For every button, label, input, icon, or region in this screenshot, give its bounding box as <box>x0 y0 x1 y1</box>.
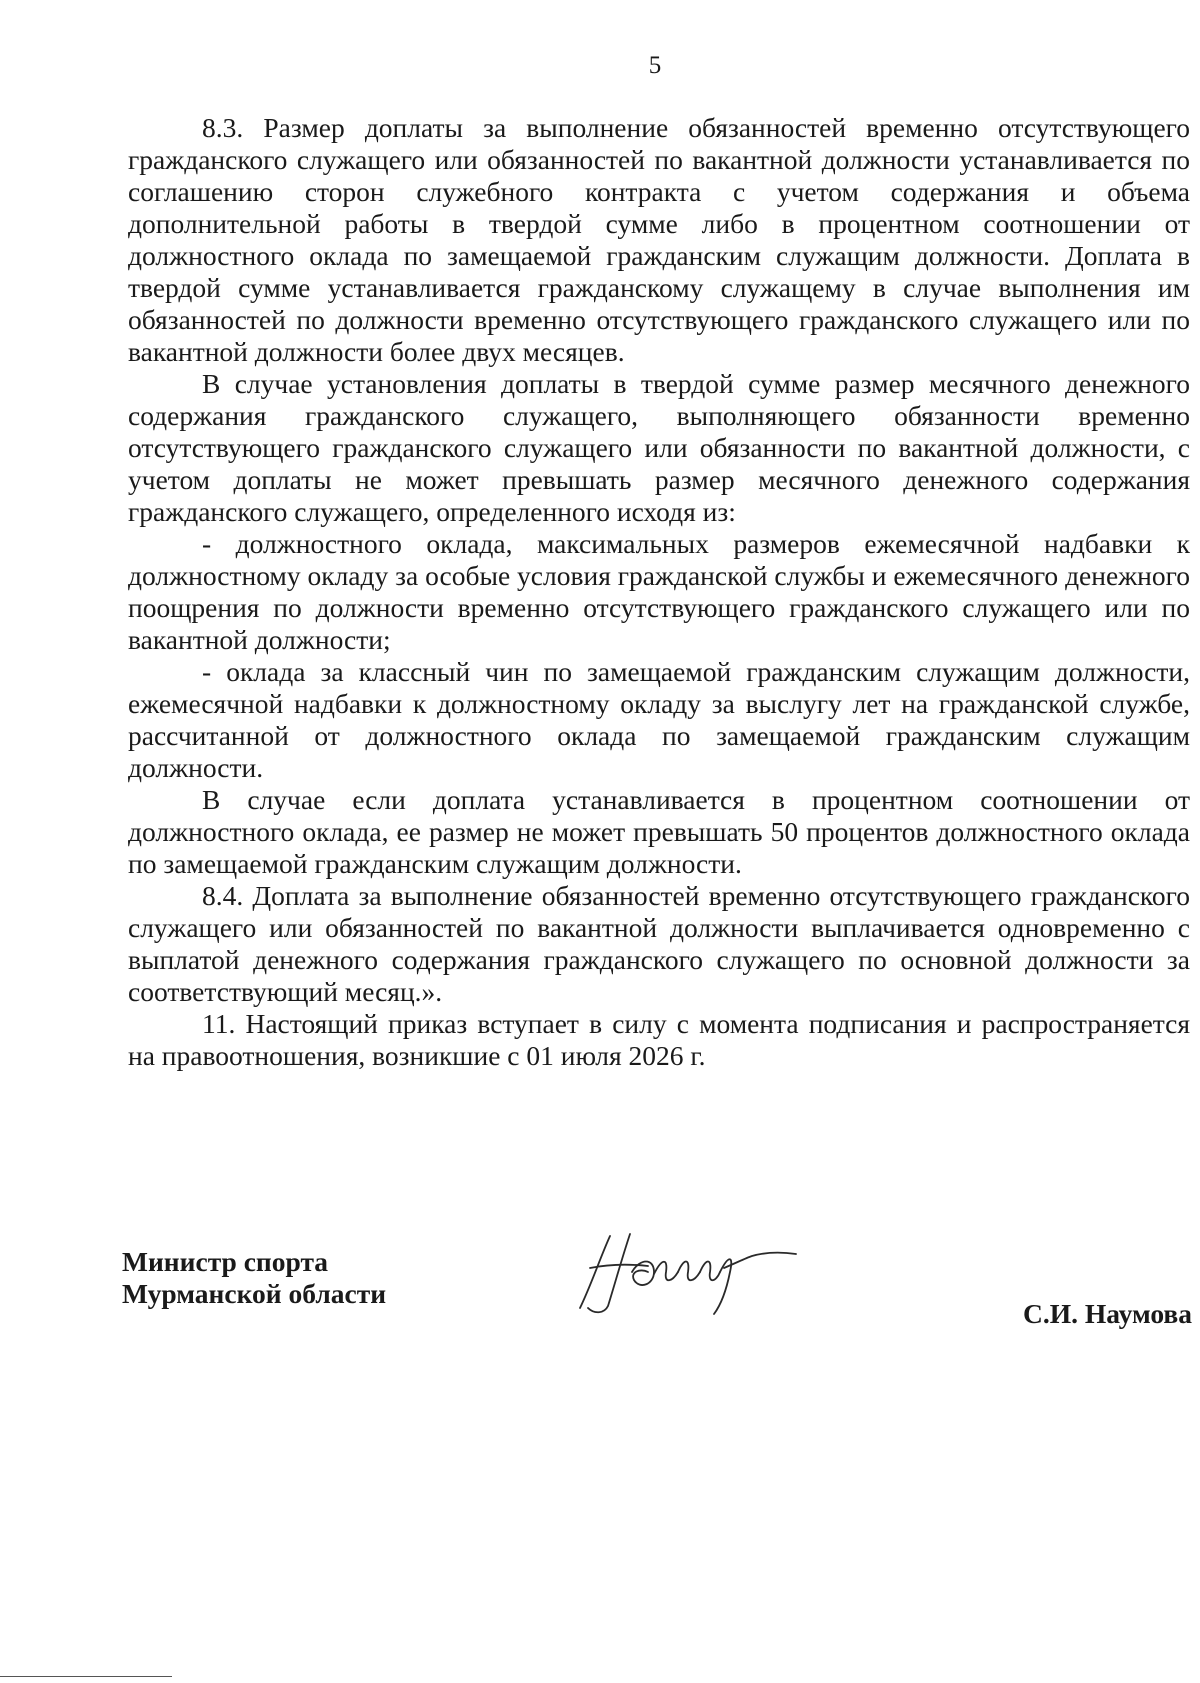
signatory-title <box>122 1246 386 1310</box>
paragraph-percent: В случае если доплата устанавливается в процентном соотношении от должностного оклада, ее размер не может превышать 50 процентов должностного оклада по замещаемой гражданским служащим должности. <box>128 784 1190 879</box>
signatory-title-line-1: Министр спорта <box>122 1246 329 1277</box>
paragraph-list-item-1: - должностного оклада, максимальных размеров ежемесячной надбавки к должностному окладу за особые условия гражданской службы и ежемесячного денежного поощрения по должности временно отсутствующего гражданского служащего или по вакантной должности; <box>128 528 1190 655</box>
document-body <box>128 112 1190 1072</box>
page-number: 5 <box>648 52 662 79</box>
signatory-title-line-2: Мурманской области <box>122 1278 387 1309</box>
paragraph-fixed-sum: В случае установления доплаты в твердой сумме размер месячного денежного содержания гражданского служащего, выполняющего обязанности временно отсутствующего гражданского служащего или обязанности по вакантной должности, с учетом доплаты не может превышать размер месячного денежного содержания гражданского служащего, определенного исходя из: <box>128 368 1190 527</box>
paragraph-list-item-2: - оклада за классный чин по замещаемой гражданским служащим должности, ежемесячной надбавки к должностному окладу за выслугу лет на гражданской службе, рассчитанной от должностного оклада по замещаемой гражданским служащим должности. <box>128 656 1190 783</box>
signatory-name: С.И. Наумова <box>1022 1298 1192 1329</box>
handwritten-signature <box>570 1228 800 1318</box>
scan-edge-line <box>0 1676 172 1677</box>
signature-block <box>122 1246 1192 1356</box>
paragraph-8-3: 8.3. Размер доплаты за выполнение обязанностей временно отсутствующего гражданского служащего или обязанностей по вакантной должности устанавливается по соглашению сторон служебного контракта с учетом содержания и объема дополнительной работы в твердой сумме либо в процентном соотношении от должностного оклада по замещаемой гражданским служащим должности. Доплата в твердой сумме устанавливается гражданскому служащему в случае выполнения им обязанностей по должности временно отсутствующего гражданского служащего или по вакантной должности более двух месяцев. <box>128 112 1190 367</box>
paragraph-11: 11. Настоящий приказ вступает в силу с момента подписания и распространяется на правоотношения, возникшие с 01 июля 2026 г. <box>128 1008 1190 1071</box>
paragraph-8-4: 8.4. Доплата за выполнение обязанностей временно отсутствующего гражданского служащего или обязанностей по вакантной должности выплачивается одновременно с выплатой денежного содержания гражданского служащего по основной должности за соответствующий месяц.». <box>128 880 1190 1007</box>
